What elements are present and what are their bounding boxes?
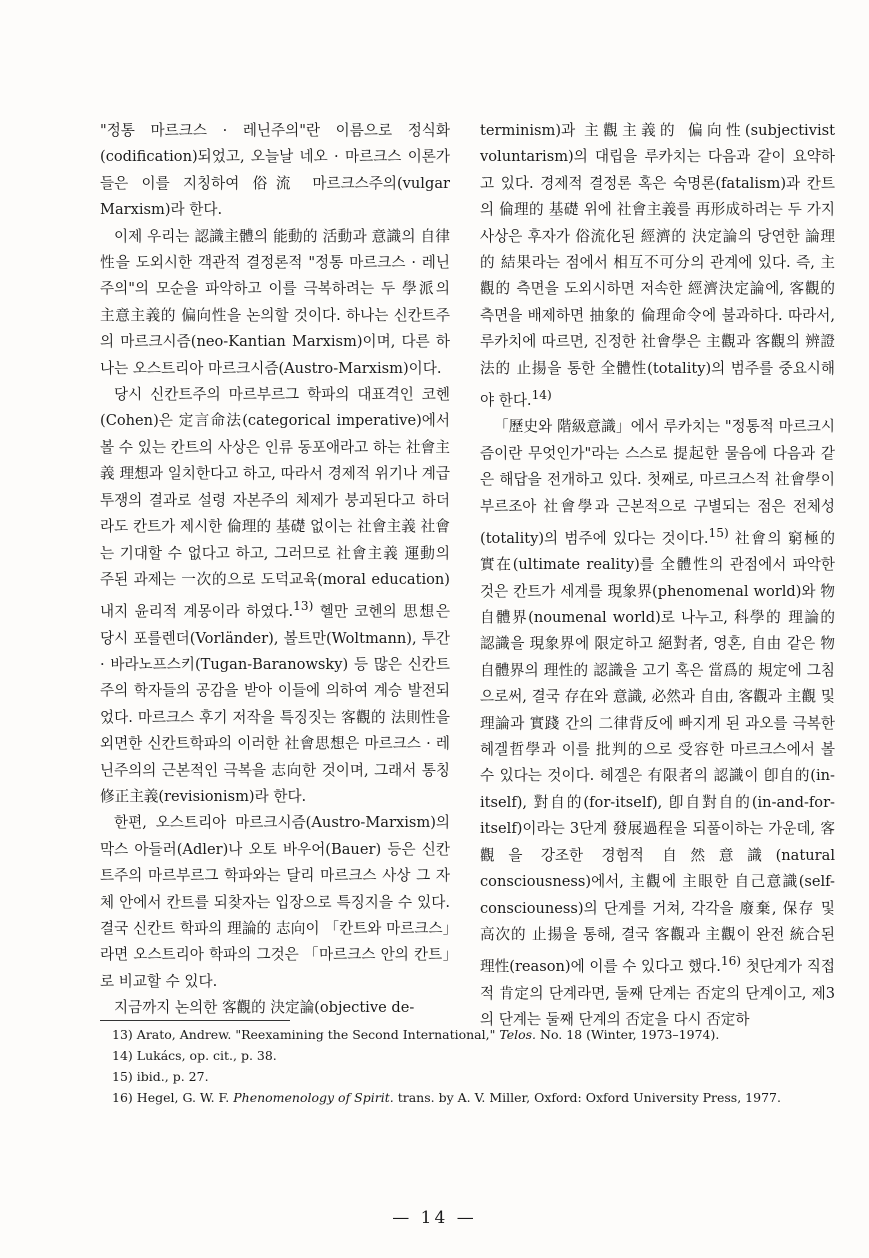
footnote-text: Arato, Andrew. "Reexamining the Second International,": [136, 1027, 496, 1042]
paragraph-text: terminism)과 主觀主義的 偏向性(subjectivist voluntarism)의 대립을 루카치는 다음과 같이 요약하고 있다. 경제적 결정론 혹은 숙명론(fatalism)과 칸트의 倫理的 基礎 위에 社會主義를 再形成하려는 두 가지 사상은 후자가 俗流化된 經濟的 決定論의 당연한 論理的 結果라는 점에서 相互不可分의 관계에 있다. 즉, 主觀的 측면을 도외시하면 저속한 經濟決定論에, 客觀的 측면을 배제하면 抽象的 倫理命令에 불과하다. 따라서, 루카치에 따르면, 진정한 社會學은 主觀과 客觀의 辨證法的 止揚을 통한 全體性(totality)의 범주를 중요시해야 한다.: [480, 122, 835, 409]
left-column: [100, 118, 450, 1022]
footnote-divider: [100, 1020, 290, 1021]
footnote-ref: 13): [293, 599, 314, 614]
footnote-ref: 15): [708, 525, 729, 540]
paragraph: [480, 118, 835, 414]
paragraph-text: 당시 신칸트주의 마르부르그 학파의 대표격인 코헨(Cohen)은 定言命法(categorical imperative)에서 볼 수 있는 칸트의 사상은 인류 동포애라고 하는 社會主義 理想과 일치한다고 하고, 따라서 경제적 위기나 계급 투쟁의 결과로 설령 자본주의 체제가 붕괴된다고 하더라도 칸트가 제시한 倫理的 基礎 없이는 社會主義 社會는 기대할 수 없다고 하고, 그러므로 社會主義 運動의 주된 과제는 一次的으로 도덕교육(moral education) 내지 윤리적 계몽이라 하였다.: [100, 386, 450, 621]
paragraph-text: 社會의 窮極的 實在(ultimate reality)를 全體性의 관점에서 파악한 것은 칸트가 세계를 現象界(phenomenal world)와 物自體界(noumenal world)로 나누고, 科學的 理論的 認識을 現象界에 限定하고 絕對者, 영혼, 自由 같은 物自體界의 理性的 認識을 고기 혹은 當爲的 規定에 그침으로써, 결국 存在와 意識, 必然과 自由, 客觀과 主觀 및 理論과 實踐 간의 二律背反에 빠지게 된 과오를 극복한 헤겔哲學과 이를 批判的으로 受容한 마르크스에서 볼 수 있다는 것이다. 헤겔은 有限者의 認識이 卽自的(in-itself), 對自的(for-itself), 卽自對自的(in-and-for-itself)이라는 3단계 發展過程을 되풀이하는 가운데, 客觀을 강조한 경험적 自然意識(natural consciousness)에서, 主觀에 主眼한 自己意識(self-consciouness)의 단계를 거쳐, 각각을 廢棄, 保存 및 高次的 止揚을 통해, 결국 客觀과 主觀이 완전 統合된 理性(reason)에 이를 수 있다고 했다.: [480, 529, 835, 976]
footnote-number: 13): [112, 1027, 133, 1042]
paragraph-text: 첫단계가 직접적 肯定의 단계라면, 둘째 단계는 否定의 단계이고, 제3의 단계는 둘째 단계의 否定을 다시 否定하: [480, 958, 835, 1028]
footnote: [112, 1087, 837, 1108]
footnote-number: 14): [112, 1048, 133, 1063]
paragraph: 이제 우리는 認識主體의 能動的 活動과 意識의 自律性을 도외시한 객관적 결정론적 "정통 마르크스 · 레닌주의"의 모순을 파악하고 이를 극복하려는 두 學派의 主意主義的 偏向性을 논의할 것이다. 하나는 신칸트주의 마르크시즘(neo-Kantian Marxism)이며, 다른 하나는 오스트리아 마르크시즘(Austro-Marxism)이다.: [100, 227, 450, 377]
paragraph: 한편, 오스트리아 마르크시즘(Austro-Marxism)의 막스 아들러(Adler)나 오토 바우어(Bauer) 등은 신칸트주의 마르부르그 학파와는 달리 마르크스 사상 그 자체 안에서 칸트를 되찾자는 입장으로 특징지을 수 있다. 결국 신칸트 학파의 理論的 志向이 「칸트와 마르크스」라면 오스트리아 학파의 그것은 「마르크스 안의 칸트」로 비교할 수 있다.: [100, 814, 450, 990]
footnote-ref: 14): [531, 388, 552, 403]
footnote-text: trans. by A. V. Miller, Oxford: Oxford University Press, 1977.: [397, 1090, 781, 1105]
paragraph: "정통 마르크스 · 레닌주의"란 이름으로 정식화(codification)되었고, 오늘날 네오 · 마르크스 이론가들은 이를 지칭하여 俗流 마르크스주의(vulgar Marxism)라 한다.: [100, 122, 450, 219]
footnote-ref: 16): [720, 954, 742, 969]
footnote: [112, 1024, 837, 1045]
footnote: [112, 1045, 837, 1066]
paragraph-text: 「歷史와 階級意識」에서 루카치는 "정통적 마르크시즘이란 무엇인가"라는 스스로 提起한 물음에 다음과 같은 해답을 전개하고 있다. 첫째로, 마르크스적 社會學이 부르조아 社會學과 근본적으로 구별되는 점은 전체성(totality)의 범주에 있다는 것이다.: [480, 418, 835, 547]
paragraph: [480, 414, 835, 1033]
footnote-text: ibid., p. 27.: [136, 1069, 209, 1084]
footnote-number: 16): [112, 1090, 133, 1105]
right-column: [480, 118, 835, 1033]
paragraph: 지금까지 논의한 客觀的 決定論(objective de-: [114, 999, 415, 1017]
footnote: [112, 1066, 837, 1087]
paragraph: [100, 382, 450, 810]
footnote-journal: Telos.: [499, 1027, 537, 1042]
footnote-book-title: Phenomenology of Spirit.: [233, 1090, 394, 1105]
page-number: — 14 —: [392, 1208, 477, 1228]
footnote-text: No. 18 (Winter, 1973–1974).: [540, 1027, 720, 1042]
paragraph-text: 헬만 코헨의 思想은 당시 포를렌더(Vorländer), 볼트만(Woltmann), 투간 · 바라노프스키(Tugan-Baranowsky) 등 많은 신칸트주의 학자들의 공감을 받아 이들에 의하여 계승 발전되었다. 마르크스 후기 저작을 특징짓는 客觀的 法則性을 외면한 신칸트학파의 이러한 社會思想은 마르크스 · 레닌주의의 근본적인 극복을 志向한 것이며, 그래서 통칭 修正主義(revisionism)라 한다.: [100, 603, 450, 806]
footnotes: [112, 1024, 837, 1108]
footnote-text: Lukács, op. cit., p. 38.: [136, 1048, 277, 1063]
footnote-number: 15): [112, 1069, 133, 1084]
footnote-text: Hegel, G. W. F.: [136, 1090, 230, 1105]
